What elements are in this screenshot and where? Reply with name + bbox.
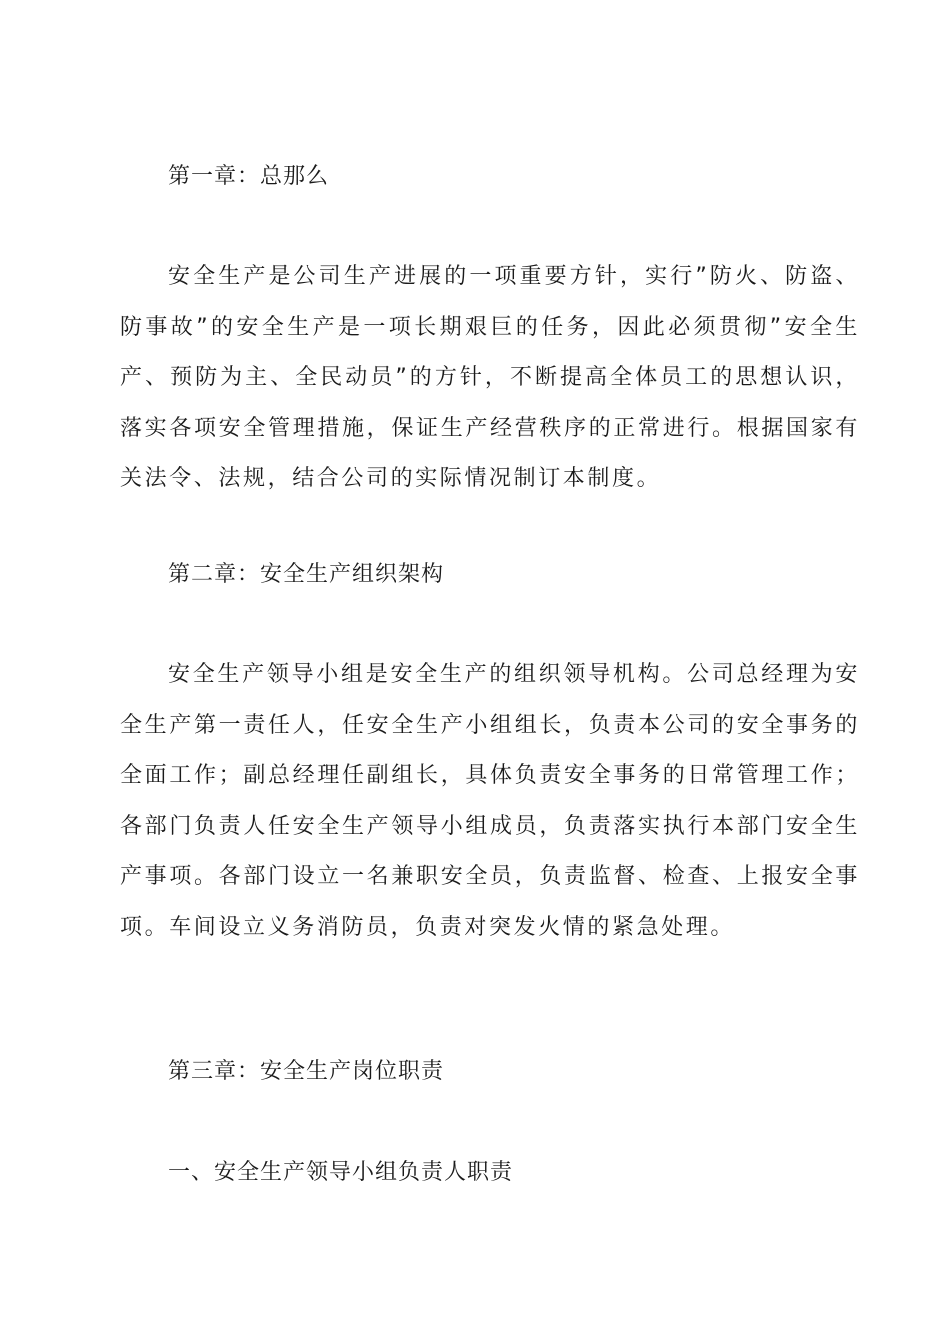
- chapter-2-body: 安全生产领导小组是安全生产的组织领导机构。公司总经理为安全生产第一责任人，任安全生产小组组长，负责本公司的安全事务的全面工作；副总经理任副组长，具体负责安全事务的日常管理工作；各部门负责人任安全生产领导小组成员，负责落实执行本部门安全生产事项。各部门设立一名兼职安全员，负责监督、检查、上报安全事项。车间设立义务消防员，负责对突发火情的紧急处理。: [120, 662, 860, 940]
- chapter-2-heading: 第二章：安全生产组织架构: [168, 562, 445, 587]
- chapter-3-heading: 第三章：安全生产岗位职责: [168, 1059, 445, 1084]
- chapter-1-heading: 第一章：总那么: [168, 164, 330, 189]
- chapter-1-body: 安全生产是公司生产进展的一项重要方针，实行”防火、防盗、防事故”的安全生产是一项长期艰巨的任务，因此必须贯彻”安全生产、预防为主、全民动员”的方针，不断提高全体员工的思想认识，落实各项安全管理措施，保证生产经营秩序的正常进行。根据国家有关法令、法规，结合公司的实际情况制订本制度。: [120, 264, 860, 491]
- chapter-3-section-1-heading: 一、安全生产领导小组负责人职责: [168, 1160, 514, 1185]
